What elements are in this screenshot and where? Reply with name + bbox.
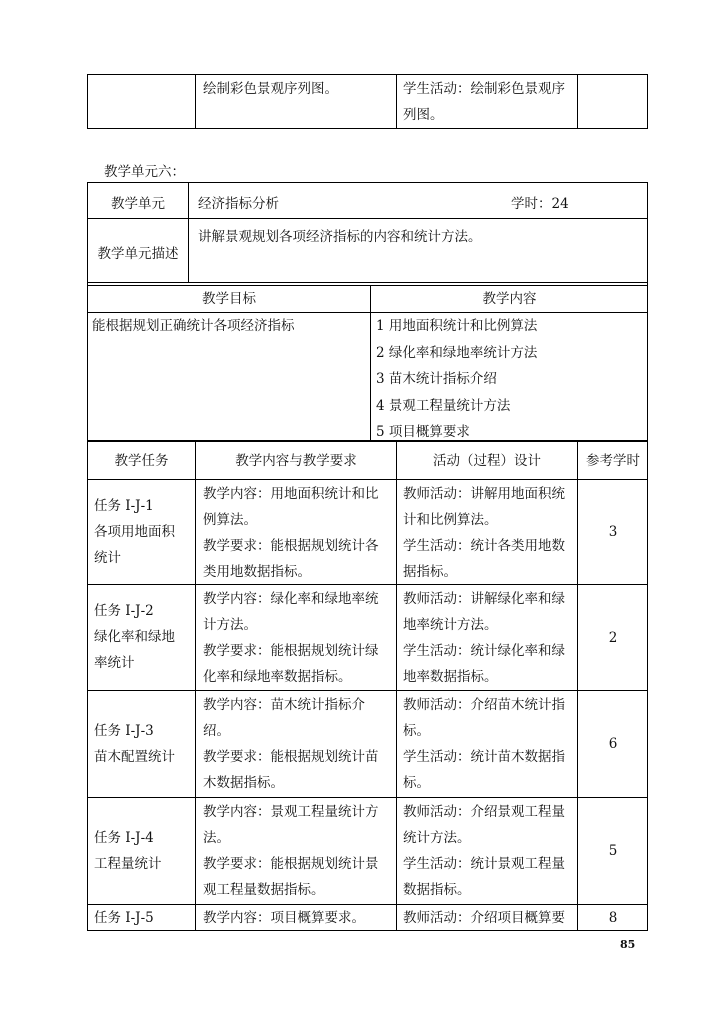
content-list-item: 3 苗木统计指标介绍 — [376, 371, 497, 387]
content-list-item: 4 景观工程量统计方法 — [376, 397, 511, 414]
top-table-divider — [195, 74, 196, 129]
top-table-activity-cell: 学生活动：绘制彩色景观序 列图。 — [403, 81, 565, 123]
task-cell: 任务 I-J-3 苗木配置统计 — [94, 723, 175, 765]
task-cell: 任务 I-J-2 绿化率和绿地 率统计 — [94, 603, 175, 671]
unit-table-divider — [87, 282, 648, 283]
task-table-divider — [87, 479, 648, 480]
content-req-header: 教学内容与教学要求 — [235, 453, 357, 469]
activity-cell: 教师活动：讲解用地面积统 计和比例算法。 学生活动：统计各类用地数 据指标。 — [403, 486, 565, 580]
unit-desc-label: 教学单元描述 — [97, 246, 179, 262]
unit-desc-text: 讲解景观规划各项经济指标的内容和统计方法。 — [198, 229, 482, 245]
content-cell: 教学内容：苗木统计指标介 绍。 教学要求：能根据规划统计苗 木数据指标。 — [203, 697, 379, 791]
task-cell: 任务 I-J-5 — [94, 910, 154, 926]
top-table-divider — [577, 74, 578, 129]
task-table-divider — [195, 441, 196, 931]
task-table-divider — [87, 797, 648, 798]
hours-cell: 5 — [608, 843, 618, 859]
unit-table-divider — [188, 182, 189, 282]
unit-table-divider — [87, 218, 648, 219]
content-list — [376, 313, 537, 446]
hours-cell: 3 — [608, 524, 618, 540]
goal-header: 教学目标 — [202, 291, 256, 307]
content-cell: 教学内容：景观工程量统计方 法。 教学要求：能根据规划统计景 观工程量数据指标。 — [203, 804, 379, 898]
unit-label: 教学单元 — [111, 196, 165, 212]
task-table-divider — [396, 441, 397, 931]
unit-name: 经济指标分析 — [198, 196, 279, 212]
task-table-divider — [87, 690, 648, 691]
activity-cell: 教师活动：讲解绿化率和绿 地率统计方法。 学生活动：统计绿化率和绿 地率数据指标。 — [403, 591, 565, 685]
unit-hours: 学时：24 — [511, 196, 569, 212]
activity-header: 活动（过程）设计 — [433, 453, 541, 469]
content-list-item: 1 用地面积统计和比例算法 — [376, 318, 538, 334]
goal-text: 能根据规划正确统计各项经济指标 — [92, 318, 295, 334]
hours-cell: 2 — [608, 630, 618, 646]
task-cell: 任务 I-J-4 工程量统计 — [94, 830, 162, 872]
hours-header: 参考学时 — [586, 453, 640, 469]
hours-cell: 6 — [608, 736, 618, 752]
top-table-content-cell: 绘制彩色景观序列图。 — [203, 81, 338, 97]
hours-cell: 8 — [608, 910, 618, 926]
content-list-item: 5 项目概算要求 — [376, 424, 470, 440]
content-cell: 教学内容：用地面积统计和比 例算法。 教学要求：能根据规划统计各 类用地数据指标。 — [203, 486, 379, 580]
page-number: 85 — [620, 938, 636, 951]
activity-cell: 教师活动：介绍项目概算要 — [403, 910, 565, 926]
activity-cell: 教师活动：介绍苗木统计指 标。 学生活动：统计苗木数据指 标。 — [403, 697, 565, 791]
content-header: 教学内容 — [482, 291, 537, 307]
unit-heading: 教学单元六： — [104, 164, 185, 180]
task-cell: 任务 I-J-1 各项用地面积 统计 — [94, 498, 175, 566]
top-table-divider — [396, 74, 397, 129]
content-cell: 教学内容：项目概算要求。 — [203, 910, 365, 926]
content-list-item: 2 绿化率和绿地率统计方法 — [376, 344, 538, 361]
content-cell: 教学内容：绿化率和绿地率统 计方法。 教学要求：能根据规划统计绿 化率和绿地率数据指标。 — [203, 591, 379, 685]
activity-cell: 教师活动：介绍景观工程量 统计方法。 学生活动：统计景观工程量 数据指标。 — [403, 804, 565, 898]
task-header: 教学任务 — [114, 453, 169, 469]
